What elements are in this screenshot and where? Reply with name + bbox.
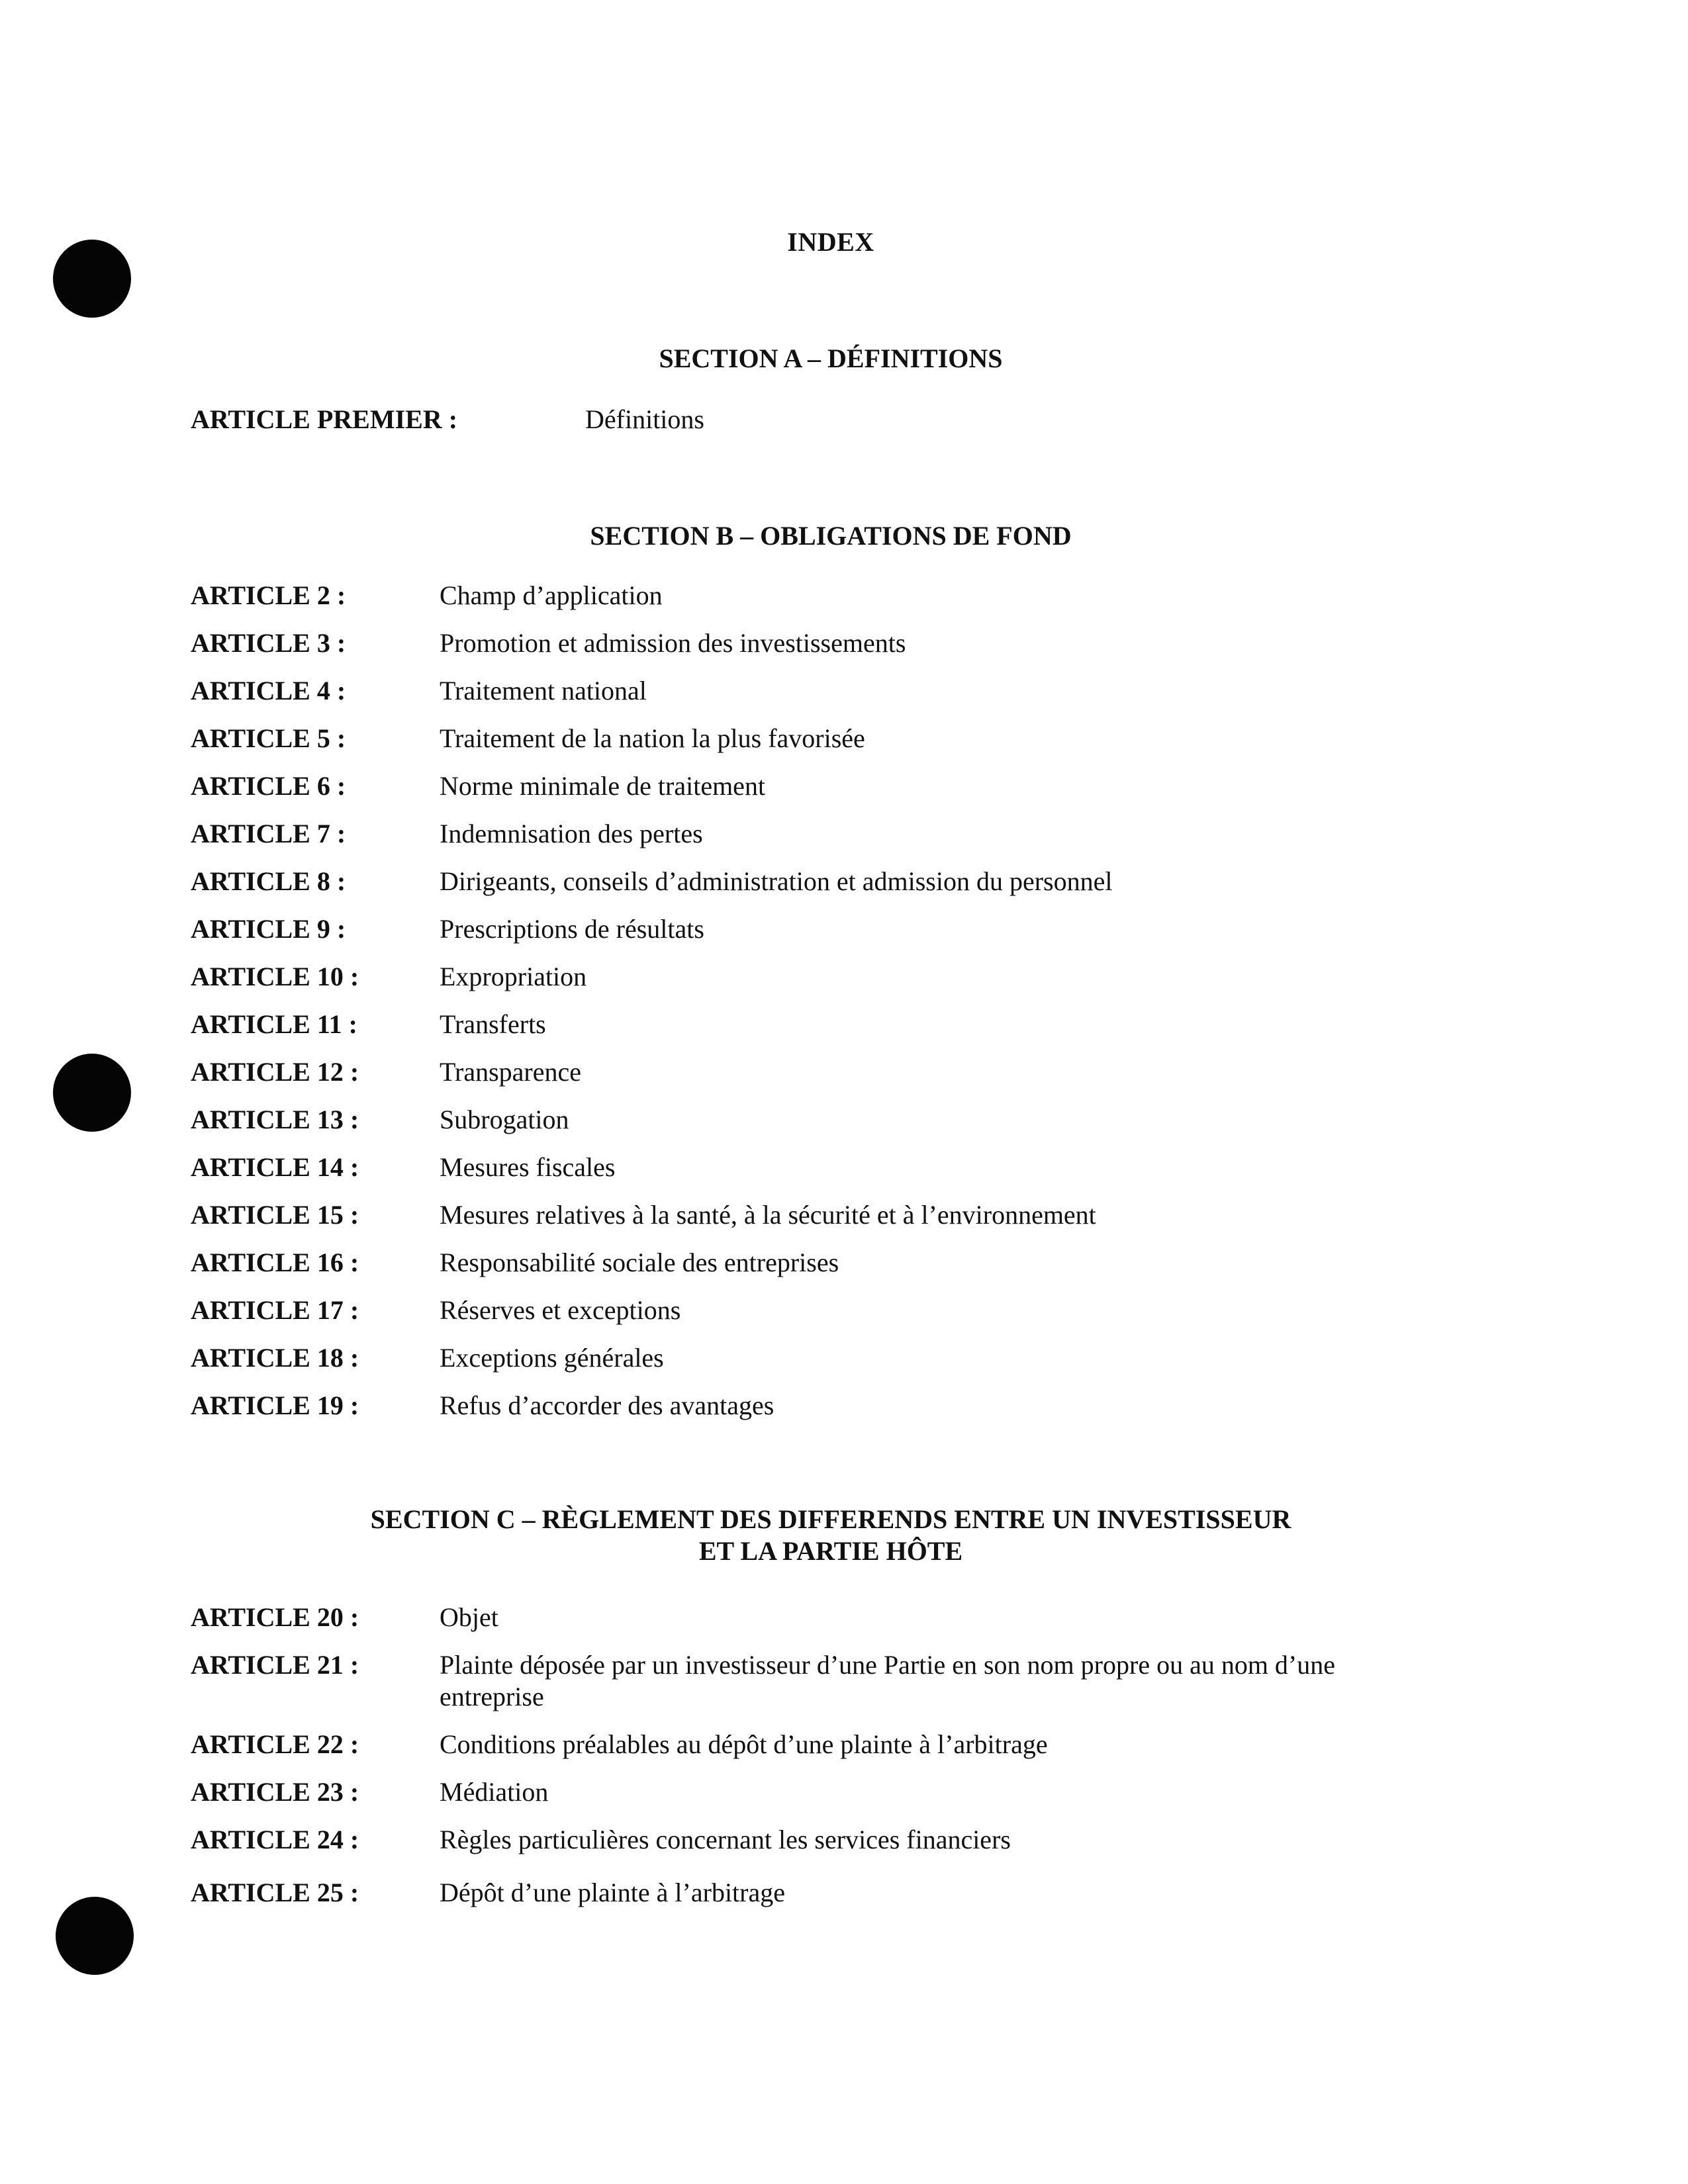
article-label: ARTICLE 18 : <box>191 1343 359 1373</box>
article-title: Objet <box>440 1602 498 1632</box>
article-title: Norme minimale de traitement <box>440 771 766 801</box>
article-label: ARTICLE 7 : <box>191 819 346 848</box>
article-label: ARTICLE 9 : <box>191 914 346 944</box>
article-title: Conditions préalables au dépôt d’une plainte à l’arbitrage <box>440 1729 1048 1759</box>
article-title: Indemnisation des pertes <box>440 819 703 848</box>
article-label: ARTICLE 3 : <box>191 628 346 658</box>
article-label: ARTICLE 4 : <box>191 676 346 705</box>
article-label: ARTICLE 25 : <box>191 1878 359 1907</box>
article-title: Médiation <box>440 1777 549 1807</box>
article-label: ARTICLE 22 : <box>191 1729 359 1759</box>
article-title: Refus d’accorder des avantages <box>440 1390 774 1420</box>
article-title: Transferts <box>440 1009 546 1039</box>
article-title: Transparence <box>440 1057 582 1087</box>
article-label: ARTICLE 6 : <box>191 771 346 801</box>
article-label: ARTICLE PREMIER : <box>191 404 458 434</box>
article-title: Expropriation <box>440 962 587 991</box>
article-title: Exceptions générales <box>440 1343 664 1373</box>
article-label: ARTICLE 24 : <box>191 1825 359 1854</box>
article-label: ARTICLE 11 : <box>191 1009 357 1039</box>
article-label: ARTICLE 23 : <box>191 1777 359 1807</box>
section-c-heading-line-1: SECTION C – RÈGLEMENT DES DIFFERENDS ENTRE UN INVESTISSEUR <box>370 1504 1291 1534</box>
article-title: Promotion et admission des investissements <box>440 628 906 658</box>
article-title: Règles particulières concernant les services financiers <box>440 1825 1011 1854</box>
article-title: Mesures relatives à la santé, à la sécurité et à l’environnement <box>440 1200 1096 1230</box>
article-title: Définitions <box>585 404 704 434</box>
article-label: ARTICLE 10 : <box>191 962 359 991</box>
article-title: Traitement de la nation la plus favorisée <box>440 723 865 753</box>
section-a-heading: SECTION A – DÉFINITIONS <box>659 343 1003 373</box>
article-label: ARTICLE 15 : <box>191 1200 359 1230</box>
article-title: Responsabilité sociale des entreprises <box>440 1248 839 1277</box>
article-label: ARTICLE 12 : <box>191 1057 359 1087</box>
article-label: ARTICLE 17 : <box>191 1295 359 1325</box>
article-label: ARTICLE 21 : <box>191 1650 359 1680</box>
article-label: ARTICLE 16 : <box>191 1248 359 1277</box>
section-c-heading <box>0 1504 1662 1567</box>
section-c-heading-line-2: ET LA PARTIE HÔTE <box>698 1536 963 1566</box>
article-label: ARTICLE 13 : <box>191 1105 359 1134</box>
article-title: Prescriptions de résultats <box>440 914 704 944</box>
article-title: Traitement national <box>440 676 647 705</box>
article-title: Réserves et exceptions <box>440 1295 681 1325</box>
punch-hole <box>56 1897 134 1975</box>
article-title: Mesures fiscales <box>440 1152 616 1182</box>
article-label: ARTICLE 19 : <box>191 1390 359 1420</box>
article-title: Dépôt d’une plainte à l’arbitrage <box>440 1878 785 1907</box>
page-title: INDEX <box>787 227 874 257</box>
article-label: ARTICLE 2 : <box>191 580 346 610</box>
article-title: Dirigeants, conseils d’administration et admission du personnel <box>440 866 1113 896</box>
article-title: Subrogation <box>440 1105 569 1134</box>
section-b-heading: SECTION B – OBLIGATIONS DE FOND <box>590 521 1072 551</box>
article-title: Plainte déposée par un investisseur d’une Partie en son nom propre ou au nom d’une entreprise <box>440 1650 1336 1711</box>
article-label: ARTICLE 8 : <box>191 866 346 896</box>
article-label: ARTICLE 14 : <box>191 1152 359 1182</box>
punch-hole <box>53 1054 131 1132</box>
article-label: ARTICLE 20 : <box>191 1602 359 1632</box>
article-label: ARTICLE 5 : <box>191 723 346 753</box>
article-title: Champ d’application <box>440 580 663 610</box>
